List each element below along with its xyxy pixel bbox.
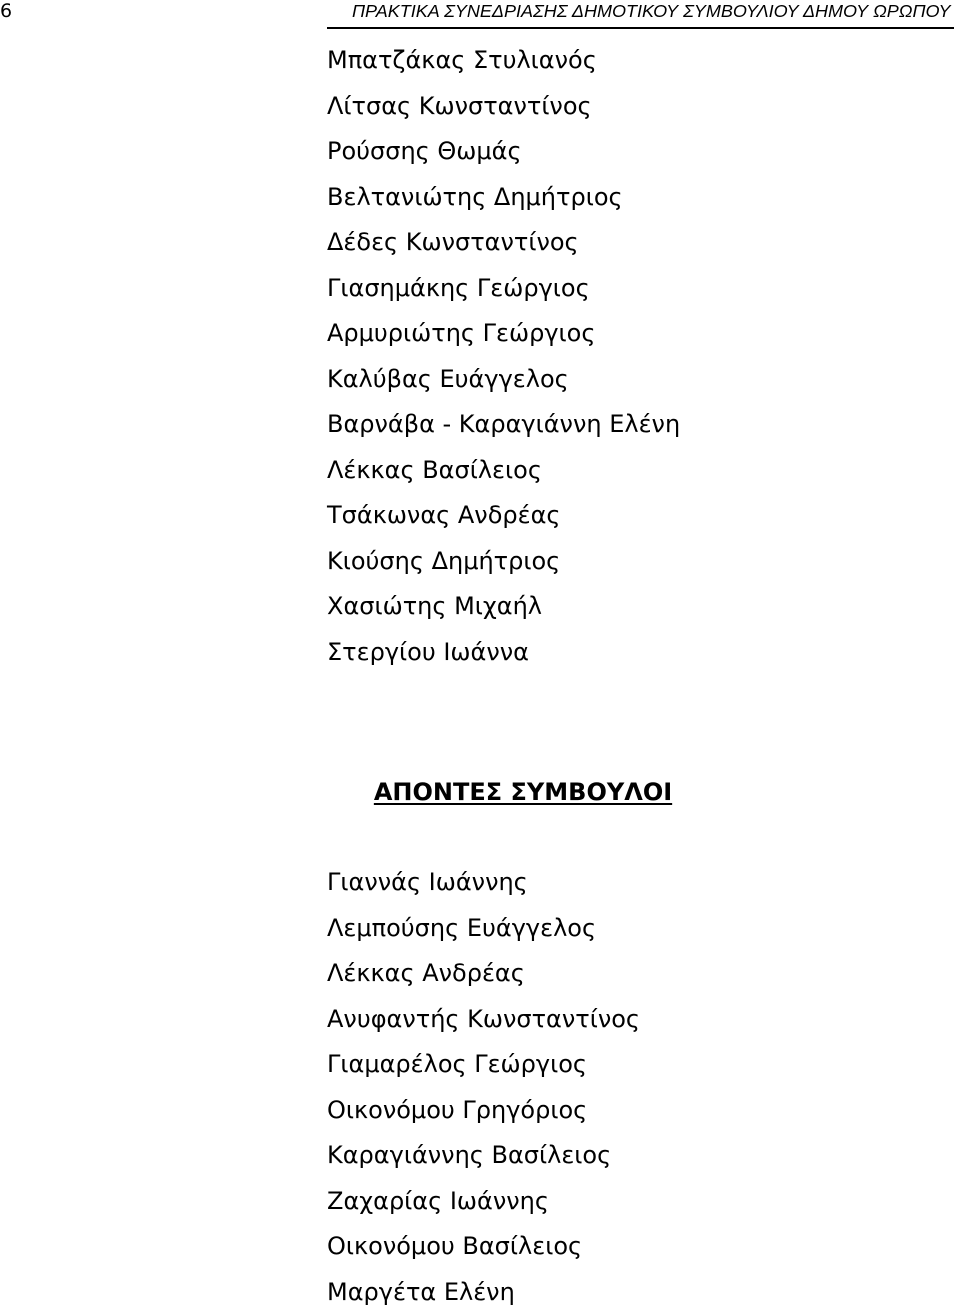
present-councillors-list [327,38,680,675]
absent-councillor-name: Μαργέτα Ελένη [327,1270,640,1315]
absent-councillors-list [327,860,640,1315]
absent-councillor-name: Λέκκας Ανδρέας [327,951,640,997]
councillor-name: Καλύβας Ευάγγελος [327,357,680,403]
absent-councillor-name: Ανυφαντής Κωνσταντίνος [327,997,640,1043]
councillor-name: Ρούσσης Θωμάς [327,129,680,175]
councillor-name: Στεργίου Ιωάννα [327,630,680,676]
running-header: ΠΡΑΚΤΙΚΑ ΣΥΝΕΔΡΙΑΣΗΣ ΔΗΜΟΤΙΚΟΥ ΣΥΜΒΟΥΛΙΟΥ ΔΗΜΟΥ ΩΡΩΠΟΥ [352,0,954,22]
councillor-name: Αρμυριώτης Γεώργιος [327,311,680,357]
councillor-name: Δέδες Κωνσταντίνος [327,220,680,266]
councillor-name: Χασιώτης Μιχαήλ [327,584,680,630]
absent-councillor-name: Καραγιάννης Βασίλειος [327,1133,640,1179]
councillor-name: Λέκκας Βασίλειος [327,448,680,494]
absent-councillor-name: Λεμπούσης Ευάγγελος [327,906,640,952]
councillor-name: Κιούσης Δημήτριος [327,539,680,585]
absent-councillors-heading: ΑΠΟΝΤΕΣ ΣΥΜΒΟΥΛΟΙ [0,774,960,810]
absent-councillor-name: Γιαννάς Ιωάννης [327,860,640,906]
header-rule [327,27,954,29]
councillor-name: Τσάκωνας Ανδρέας [327,493,680,539]
absent-councillor-name: Ζαχαρίας Ιωάννης [327,1179,640,1225]
councillor-name: Λίτσας Κωνσταντίνος [327,84,680,130]
page-number: 6 [0,0,12,22]
absent-councillor-name: Γιαμαρέλος Γεώργιος [327,1042,640,1088]
councillor-name: Βελτανιώτης Δημήτριος [327,175,680,221]
councillor-name: Γιασημάκης Γεώργιος [327,266,680,312]
absent-councillor-name: Οικονόμου Γρηγόριος [327,1088,640,1134]
councillor-name: Βαρνάβα - Καραγιάννη Ελένη [327,402,680,448]
absent-councillor-name: Οικονόμου Βασίλειος [327,1224,640,1270]
councillor-name: Μπατζάκας Στυλιανός [327,38,680,84]
